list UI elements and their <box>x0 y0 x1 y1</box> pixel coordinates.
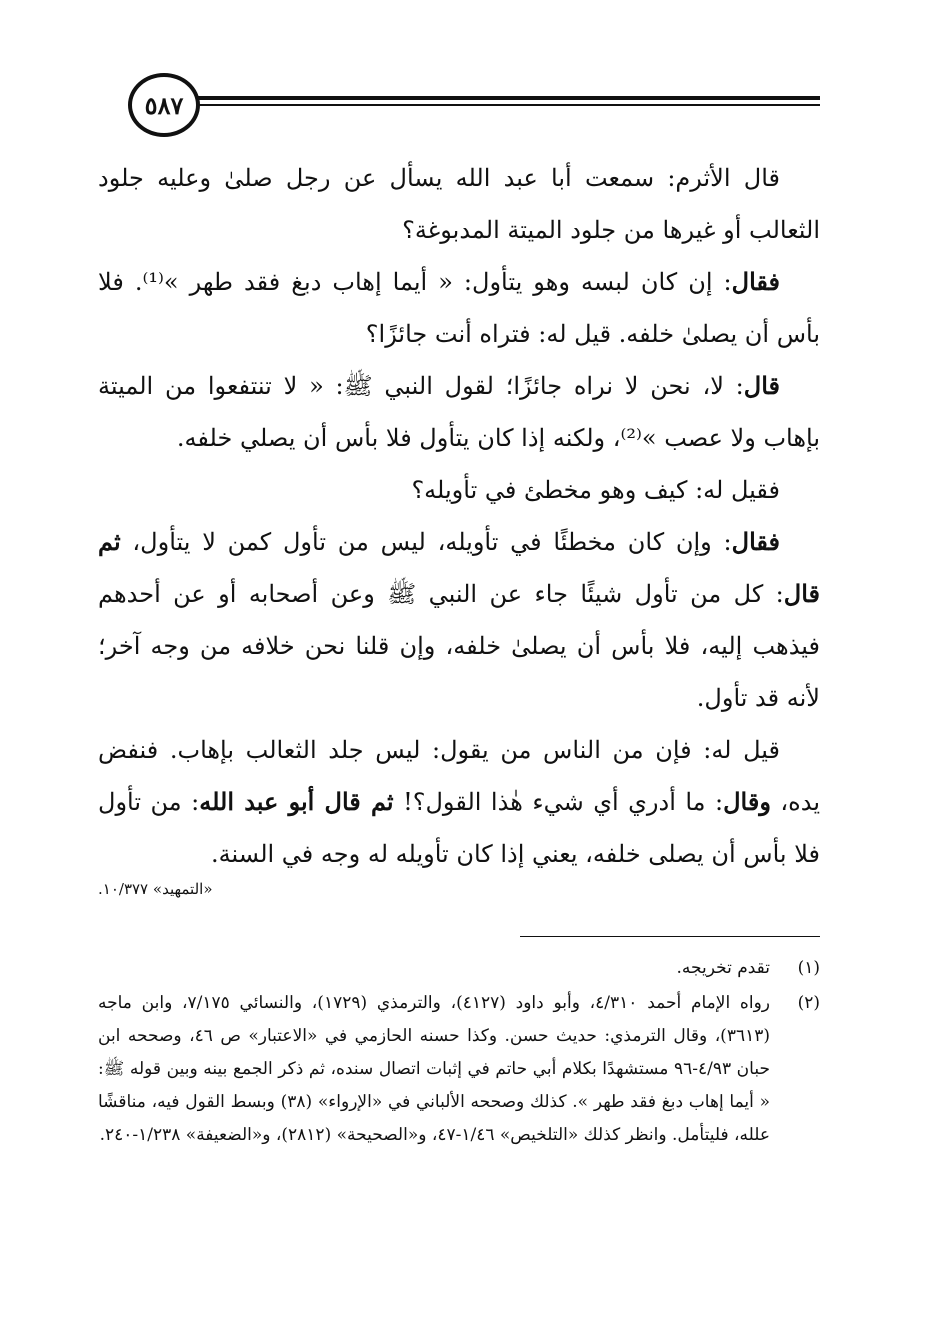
paragraph-3 <box>98 360 820 464</box>
source-citation-text: «التمهيد» ١٠/٣٧٧. <box>98 880 213 898</box>
footnote-separator <box>520 936 820 937</box>
page-number-badge <box>128 73 200 137</box>
paragraph-5-text-b: : كل من تأول شيئًا جاء عن النبي ﷺ وعن أصحابه أو عن أحدهم فيذهب إليه، فلا بأس أن يصلىٰ خلفه، وإن قلنا نحن خلافه من وجه آخر؛ لأنه قد تأول. <box>98 580 820 712</box>
page-header <box>90 70 820 140</box>
paragraph-4-text: فقيل له: كيف وهو مخطئ في تأويله؟ <box>411 476 780 504</box>
paragraph-2 <box>98 256 820 360</box>
header-rule-top <box>180 96 820 100</box>
header-rule-bottom <box>180 104 820 106</box>
footnote-2-number: (٢) <box>797 993 820 1013</box>
footnote-1-text: تقدم تخريجه. <box>676 958 770 978</box>
paragraph-6-label-c: ثم قال أبو عبد الله <box>199 787 394 816</box>
paragraph-2-label: فقال <box>731 267 780 296</box>
paragraph-2-text: : إن كان لبسه وهو يتأول: « أيما إهاب دبغ فقد طهر »⁽¹⁾. فلا بأس أن يصلىٰ خلفه. قيل له: فتراه أنت جائزًا؟ <box>98 268 820 348</box>
footnotes <box>98 952 820 1154</box>
paragraph-3-text: : لا، نحن لا نراه جائزًا؛ لقول النبي ﷺ: « لا تنتفعوا من الميتة بإهاب ولا عصب »⁽²⁾، ولكنه إذا كان يتأول فلا بأس أن يصلي خلفه. <box>98 372 820 452</box>
page-number: ٥٨٧ <box>144 90 184 120</box>
paragraph-3-label: قال <box>743 371 780 400</box>
paragraph-6 <box>98 724 820 880</box>
main-text <box>98 152 820 880</box>
paragraph-1-text: قال الأثرم: سمعت أبا عبد الله يسأل عن رجل صلىٰ وعليه جلود الثعالب أو غيرها من جلود الميتة المدبوغة؟ <box>98 164 820 244</box>
footnote-1-number: (١) <box>797 958 820 978</box>
paragraph-5-text-a: : وإن كان مخطئًا في تأويله، ليس من تأول كمن لا يتأول، <box>120 528 732 556</box>
paragraph-6-text-b: : ما أدري أي شيء هٰذا القول؟! <box>393 788 724 816</box>
paragraph-5-label-b: ثم قال <box>98 527 820 608</box>
paragraph-6-text-a: قيل له: فإن من الناس من يقول: ليس جلد الثعالب بإهاب. فنفض يده، <box>98 736 821 816</box>
paragraph-6-text-c: : من تأول فلا بأس أن يصلى خلفه، يعني إذا كان تأويله له وجه في السنة. <box>98 788 820 868</box>
paragraph-1 <box>98 152 820 256</box>
footnote-2 <box>98 987 820 1152</box>
paragraph-5 <box>98 516 820 724</box>
paragraph-6-label-b: وقال <box>723 787 771 816</box>
paragraph-4 <box>98 464 820 516</box>
footnote-2-text: رواه الإمام أحمد ٤/٣١٠، وأبو داود (٤١٢٧)، والترمذي (١٧٢٩)، والنسائي ٧/١٧٥، وابن ماجه (٣٦١٣)، وقال الترمذي: حديث حسن. وكذا حسنه الحازمي في «الاعتبار» ص ٤٦، وصححه ابن حبان ٤/٩٣-٩٦ مستشهدًا بكلام أبي حاتم في إثبات اتصال سنده، ثم ذكر الجمع بينه وبين قوله ﷺ: « أيما إهاب دبغ فقد طهر ». كذلك وصححه الألباني في «الإرواء» (٣٨) وبسط القول فيه، مناقشًا علله، فليتأمل. وانظر كذلك «التلخيص» ١/٤٦-٤٧، و«الصحيحة» (٢٨١٢)، و«الضعيفة» ١/٢٣٨-٢٤٠. <box>98 993 771 1145</box>
source-citation <box>98 876 820 902</box>
footnote-1 <box>98 952 820 985</box>
paragraph-5-label: فقال <box>731 527 780 556</box>
